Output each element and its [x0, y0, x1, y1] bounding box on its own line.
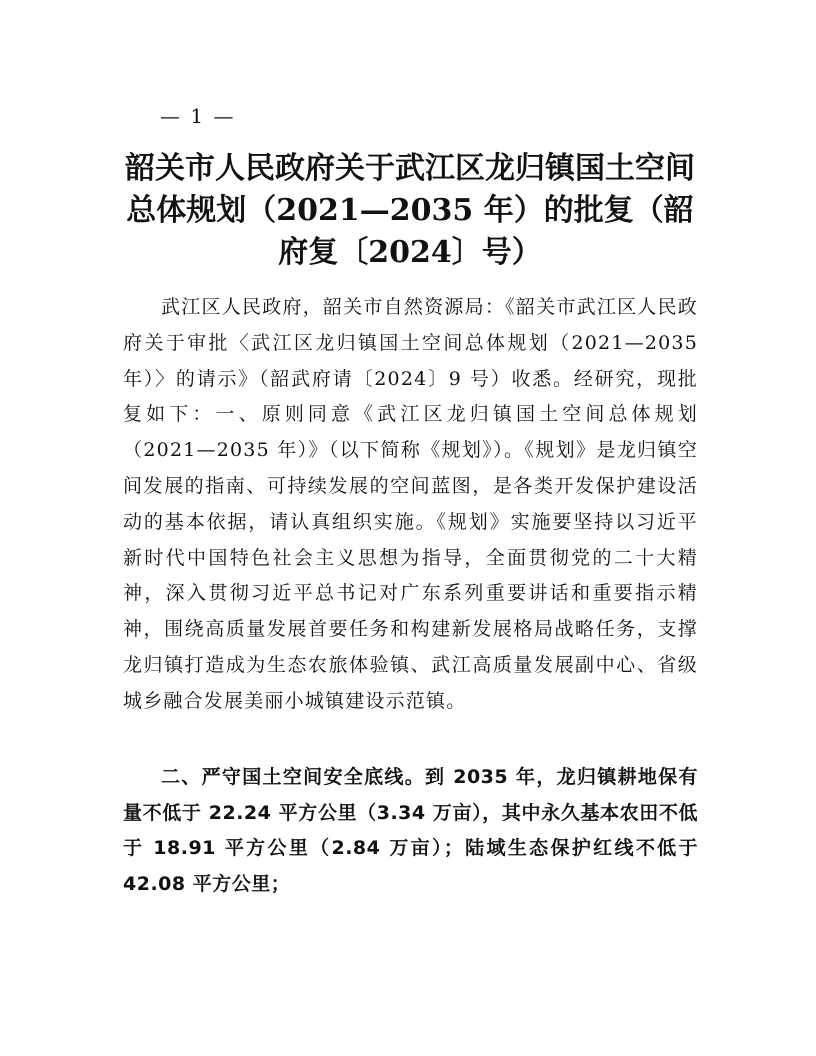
body-paragraph-1: 武江区人民政府，韶关市自然资源局：《韶关市武江区人民政府关于审批〈武江区龙归镇国土空间总体规划（2021—2035 年）〉的请示》（韶武府请〔2024〕9 号）收悉。经研究，现批复如下：一、原则同意《武江区龙归镇国土空间总体规划（2021—2035 年）》（以下简称《规划》）。《规划》是龙归镇空间发展的指南、可持续发展的空间蓝图，是各类开发保护建设活动的基本依据，请认真组织实施。《规划》实施要坚持以习近平新时代中国特色社会主义思想为指导，全面贯彻党的二十大精神，深入贯彻习近平总书记对广东系列重要讲话和重要指示精神，围绕高质量发展首要任务和构建新发展格局战略任务，支撑龙归镇打造成为生态农旅体验镇、武江高质量发展副中心、省级城乡融合发展美丽小城镇建设示范镇。 [123, 296, 698, 712]
document-title: 韶关市人民政府关于武江区龙归镇国土空间总体规划（2021—2035 年）的批复（韶府复〔2024〕号） [125, 151, 695, 270]
body-paragraph-2: 二、严守国土空间安全底线。到 2035 年，龙归镇耕地保有量不低于 22.24 平方公里（3.34 万亩），其中永久基本农田不低于 18.91 平方公里（2.84 万亩）；陆域生态保护红线不低于 42.08 平方公里； [123, 766, 698, 895]
page-number: — 1 — [160, 104, 236, 128]
